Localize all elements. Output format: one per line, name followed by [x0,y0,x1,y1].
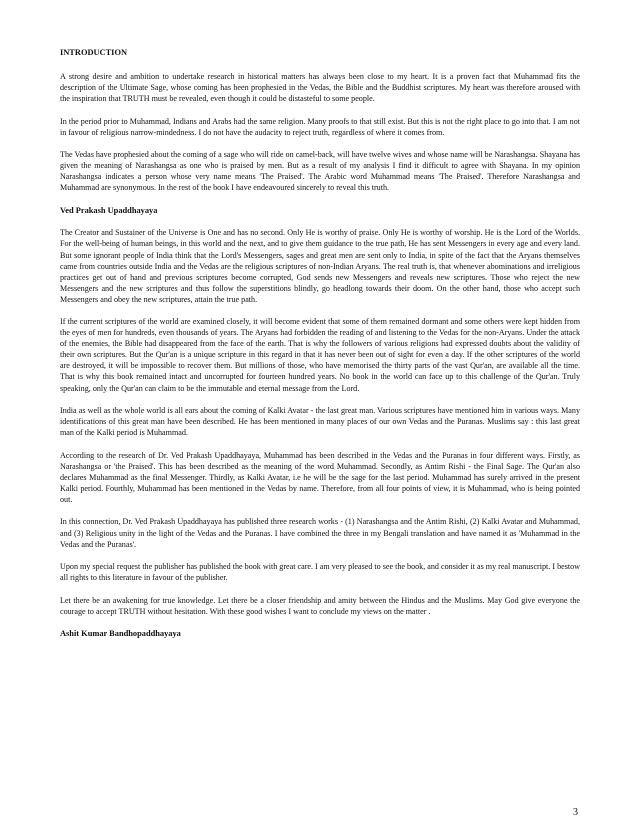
paragraph: India as well as the whole world is all ears about the coming of Kalki Avatar - the last great man. Various scriptures have mentioned him in various ways. Many identifications of this great man have been described. He has been mentioned in many places of our own Vedas and the Puranas. Muslims say : this last great man of the Kalki period is Muhammad. [60,406,580,438]
section-heading: INTRODUCTION [60,48,128,57]
paragraph: Upon my special request the publisher has published the book with great care. I am very pleased to see the book, and consider it as my real manuscript. I bestow all rights to this literature in favour of the publisher. [60,562,580,583]
paragraph: If the current scriptures of the world are examined closely, it will become evident that some of them remained dormant and some others were kept hidden from the eyes of men for hundreds, even thousands of years. The Aryans had forbidden the reading of and listening to the Vedas for the non-Aryans. Under the attack of the enemies, the Bible had disappeared from the face of the earth. That is why the followers of various religions had expressed doubts about the validity of their own scriptures. But the Qur'an is a unique scripture in this regard in that it has never been out of sight for even a day. If the other scriptures of the world are destroyed, it will be impossible to recover them. But millions of those, who have memorised the thirty parts of the vast Qur'an, are available all the time. That is why this book remained intact and uncorrupted for fourteen hundred years. No book in the world can face up to this challenge of the Qur'an. Truly speaking, only the Qur'an can claim to be the immutable and eternal message from the Lord. [60,317,580,393]
paragraph: The Vedas have prophesied about the coming of a sage who will ride on camel-back, will have twelve wives and whose name will be Narashangsa. Shayana has given the meaning of Narashangsa as one who is praised by men. But as a result of my analysis I find it difficult to agree with Shayana. In my opinion Narashangsa indicates a person whose very name means 'The Praised'. The Arabic word Muhammad means 'The Praised'. Therefore Narashangsa and Muhammad are synonymous. In the rest of the book I have endeavoured sincerely to reveal this truth. [60,150,580,193]
paragraph: In the period prior to Muhammad, Indians and Arabs had the same religion. Many proofs to that still exist. But this is not the right place to go into that. I am not in favour of religious narrow-mindedness. I do not have the audacity to reject truth, regardless of where it comes from. [60,116,580,137]
author-signature: Ashit Kumar Bandhopaddhayaya [60,629,181,639]
paragraph: According to the research of Dr. Ved Prakash Upaddhayaya, Muhammad has been described in the Vedas and the Puranas in four different ways. Firstly, as Narashangsa or 'the Praised'. This has been described as the meaning of the word Muhammad. Secondly, as Antim Rishi - the Final Sage. The Qur'an also declares Muhammad as the final Messenger. Thirdly, as Kalki Avatar, i.e he will be the sage for the last period. Muhammad has surely arrived in the present Kalki period. Fourthly, Muhammad has been mentioned in the Vedas by name. Therefore, from all four points of view, it is Muhammad, who is being pointed out. [60,450,580,504]
page-number: 3 [573,807,578,818]
paragraph: In this connection, Dr. Ved Prakash Upaddhayaya has published three research works - (1) Narashangsa and the Antim Rishi, (2) Kalki Avatar and Muhammad, and (3) Religious unity in the light of the Vedas and the Puranas. I have combined the three in my Bengali translation and have named it as 'Muhammad in the Vedas and the Puranas'. [60,517,580,549]
paragraph: A strong desire and ambition to undertake research in historical matters has always been close to my heart. It is a proven fact that Muhammad fits the description of the Ultimate Sage, whose coming has been prophesied in the Vedas, the Bible and the Buddhist scriptures. My heart was therefore aroused with the inspiration that TRUTH must be revealed, even though it could be distasteful to some people. [60,72,580,104]
author-subheading: Ved Prakash Upaddhayaya [60,205,158,215]
paragraph: Let there be an awakening for true knowledge. Let there be a closer friendship and amity between the Hindus and the Muslims. May God give everyone the courage to accept TRUTH without hesitation. With these good wishes I want to conclude my views on the matter . [60,595,580,616]
paragraph: The Creator and Sustainer of the Universe is One and has no second. Only He is worthy of praise. Only He is worthy of worship. He is the Lord of the Worlds. For the well-being of human beings, in this world and the next, and to give them guidance to the true path, He has sent Messengers in every age and every land. But some ignorant people of India think that the Lord's Messengers, sages and great men are sent only to India, in spite of the fact that the Aryans themselves came from countries outside India and the Vedas are the religious scriptures of non-Indian Aryans. The real truth is, that whenever abominations and irreligious practices get out of hand and previous scriptures become corrupted, God sends new Messengers and reveals new scriptures. Those who reject the new Messengers and the new scriptures and thus follow the superstitions blindly, go headlong towards their doom. On the other hand, those who accept such Messengers and obey the new scriptures, attain the true path. [60,228,580,304]
